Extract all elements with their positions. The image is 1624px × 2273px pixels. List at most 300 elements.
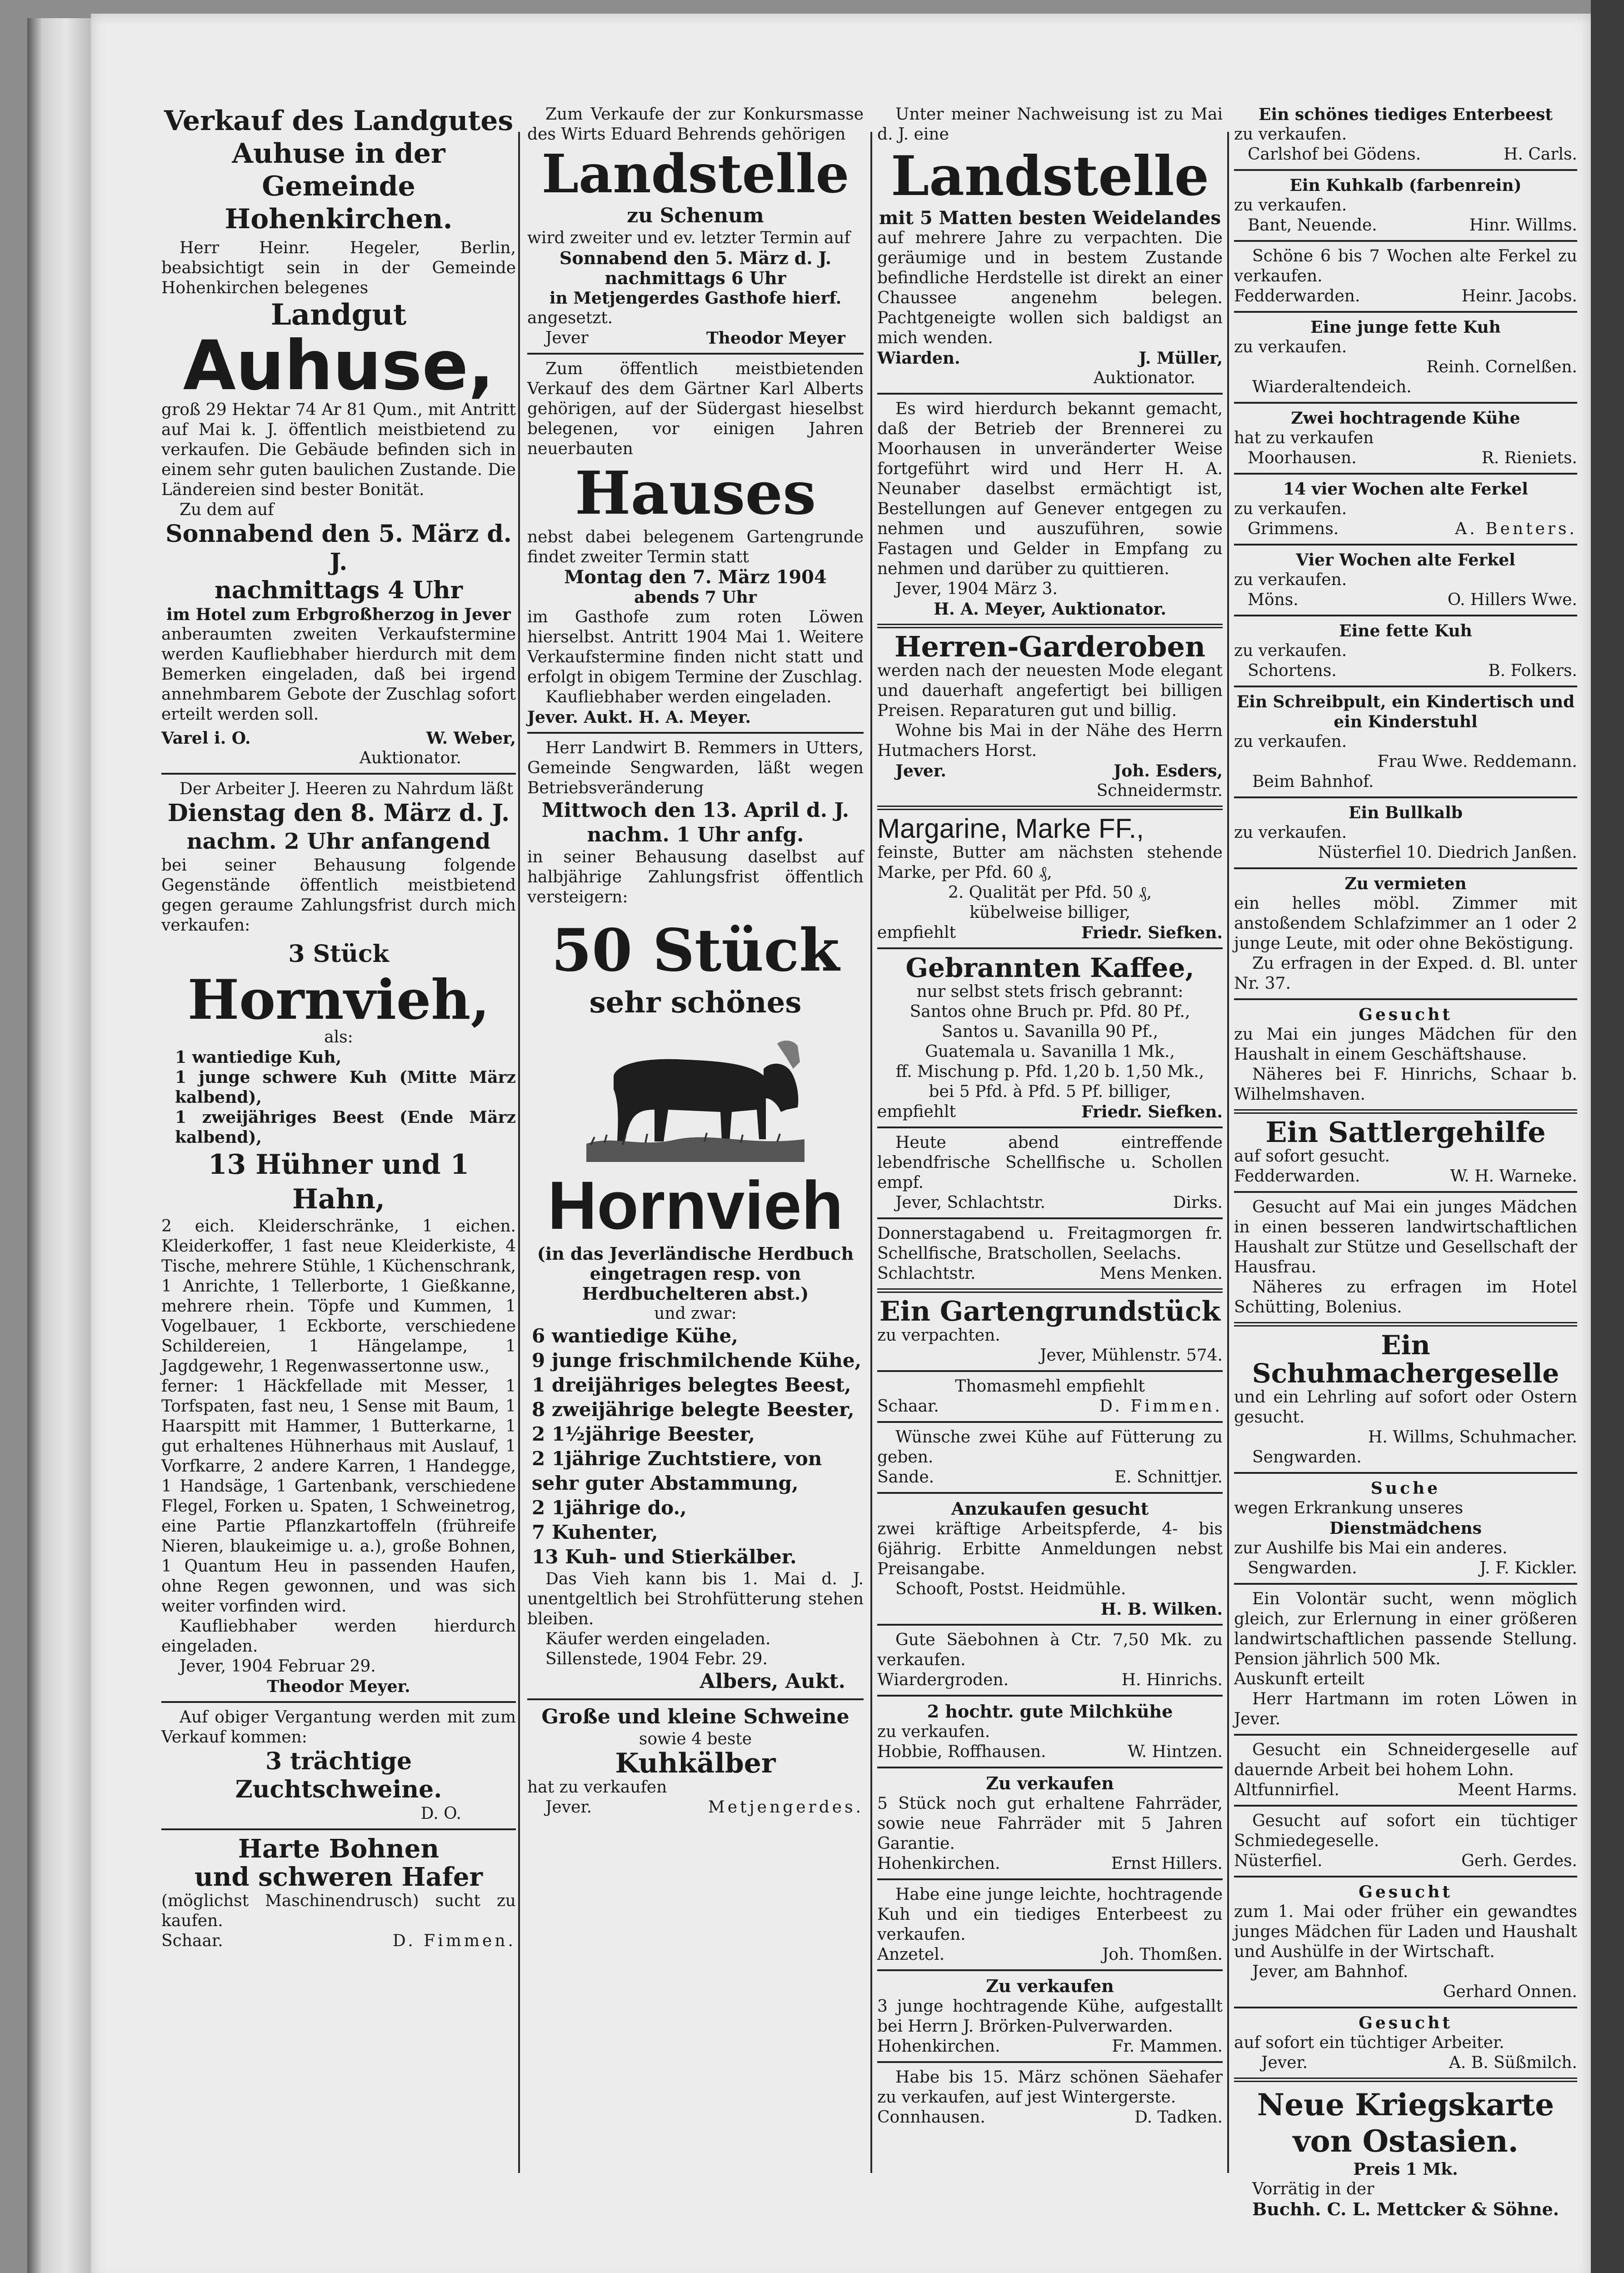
ad-signature: R. Rieniets. <box>1481 449 1577 467</box>
ad-body: Käufer werden eingeladen. <box>545 1630 771 1648</box>
ad-place: Schaar. <box>877 1397 939 1416</box>
ad-body: im Gasthofe zum roten Löwen hierselbst. Antritt 1904 Mai 1. Weitere Verkaufstermine finden nicht statt und erfolgt in obigem Termine der Zuschlag. <box>527 608 864 686</box>
ad-body: wird zweiter und ev. letzter Termin auf <box>527 229 850 247</box>
ad-separator <box>1234 2078 1577 2082</box>
ad-separator <box>1234 1322 1577 1327</box>
ad-body: bei seiner Behausung folgende Gegenstände öffentlich meistbietend gegen geraume Zahlungsfrist durch mich verkaufen: <box>161 856 516 935</box>
ad-item: 6 wantiedige Kühe, <box>532 1325 738 1347</box>
ad-headline: 13 Hühner und 1 Hahn, <box>208 1149 470 1215</box>
ad-date: Sonnabend den 5. März d. J. nachmittags 6 Uhr <box>559 248 832 288</box>
ad-place: Sengwarden. <box>1248 1559 1357 1577</box>
ad-saehafer <box>877 2068 1223 2128</box>
ad-headline: Kuhkälber <box>615 1747 776 1779</box>
ad-body: auf mehrere Jahre zu verpachten. Die geräumige und in bestem Zustande befindliche Herdstelle ist direkt an einer Chaussee angenehm belegen. Pachtgeneigte wollen sich baldigst an mich wenden. <box>877 229 1223 347</box>
ad-role: Auktionator. <box>359 749 461 767</box>
ad-14-ferkel <box>1234 479 1577 539</box>
column-3 <box>877 105 1223 2178</box>
ad-body: sowie 4 beste <box>639 1730 752 1748</box>
ad-subtitle: mit 5 Matten besten Weidelandes <box>879 207 1221 229</box>
ad-body: zu verkaufen. <box>1234 641 1347 660</box>
ad-place: Sande. <box>877 1468 934 1487</box>
ad-label: empfiehlt <box>877 1102 956 1121</box>
ad-separator <box>1234 1805 1577 1807</box>
ad-subtitle: Dienstmädchens <box>1329 1519 1482 1538</box>
ad-headline: Landstelle <box>541 143 849 205</box>
ad-kriegskarte <box>1234 2087 1577 2219</box>
ad-headline: 3 trächtige Zuchtschweine. <box>235 1747 442 1803</box>
ad-headline: Eine junge fette Kuh <box>1310 318 1501 337</box>
ad-item: Guatemala u. Savanilla 1 Mk., <box>925 1042 1175 1061</box>
ad-signature: H. A. Meyer, Auktionator. <box>934 600 1166 619</box>
ad-signature: Buchh. C. L. Mettcker & Söhne. <box>1252 2199 1559 2219</box>
ad-role: Auktionator. <box>1093 369 1195 387</box>
ad-body: in seiner Behausung daselbst auf halbjährige Zahlungsfrist öffentlich versteigern: <box>527 848 864 906</box>
ad-separator <box>1234 686 1577 687</box>
ad-body: hat zu verkaufen <box>1234 429 1374 447</box>
ad-body: Donnerstagabend u. Freitagmorgen fr. Schellfische, Bratschollen, Seelachs. <box>877 1224 1223 1263</box>
ad-subtitle: Landgut <box>270 298 407 332</box>
ad-separator <box>1234 1191 1577 1193</box>
ad-place: Hohenkirchen. <box>877 2037 1000 2056</box>
ad-item: 8 zweijährige belegte Beester, <box>532 1398 854 1421</box>
ad-date: Montag den 7. März 1904 <box>564 566 827 588</box>
ad-place: Schaar. <box>161 1932 223 1950</box>
ad-signature: Gerhard Onnen. <box>1443 1983 1577 2001</box>
ad-signature: H. Carls. <box>1504 145 1577 164</box>
ad-bratschollen <box>877 1224 1223 1284</box>
ad-headline: Neue Kriegskarte <box>1257 2087 1554 2123</box>
ad-body: Habe bis 15. März schönen Säehafer zu verkaufen, auf jest Wintergerste. <box>877 2068 1223 2107</box>
ad-body: zu verkaufen. <box>1234 338 1347 356</box>
ad-place: Möns. <box>1248 591 1299 609</box>
ad-maedchen-stuetze <box>1234 1197 1577 1317</box>
ad-body: zu Mai ein junges Mädchen für den Haushalt in einem Geschäftshause. <box>1234 1025 1577 1064</box>
ad-body: Zu erfragen in der Exped. d. Bl. unter Nr. 37. <box>1234 954 1577 993</box>
ad-place: Schlachtstr. <box>877 1264 976 1283</box>
ad-place: Wiarderaltendeich. <box>1252 378 1412 396</box>
ad-body: Zum öffentlich meistbietenden Verkauf des dem Gärtner Karl Alberts gehörigen, auf der Südergast hieselbst belegenen, vor einigen Jahren neuerbauten <box>527 360 864 458</box>
ad-eine-fette-kuh <box>1234 621 1577 681</box>
ad-body: werden nach der neuesten Mode elegant und dauerhaft angefertigt bei billigen Preisen. Reparaturen gut und billig. <box>877 661 1223 720</box>
ad-separator <box>877 1624 1223 1626</box>
ad-headline: Hornvieh <box>547 1167 844 1243</box>
ad-body: zu verkaufen. <box>1234 196 1347 215</box>
ad-body: Näheres bei F. Hinrichs, Schaar b. Wilhelmshaven. <box>1234 1065 1577 1104</box>
ad-date: Dienstag den 8. März d. J. <box>167 799 510 827</box>
ad-bullkalb <box>1234 803 1577 863</box>
ad-body: feinste, Butter am nächsten stehende Marke, per Pfd. 60 ₰, <box>877 843 1223 882</box>
ad-headline: Ein Sattlergehilfe <box>1265 1116 1546 1149</box>
column-rule <box>870 132 872 2173</box>
ad-headline: Zu verkaufen <box>986 1773 1114 1793</box>
ad-separator <box>877 947 1223 949</box>
ad-body: Wünsche zwei Kühe auf Fütterung zu geben. <box>877 1428 1223 1467</box>
ad-separator <box>161 773 516 775</box>
ad-place: Jever. <box>545 1798 592 1817</box>
ad-count: 3 Stück <box>288 940 389 968</box>
ad-body: groß 29 Hektar 74 Ar 81 Qum., mit Antritt auf Mai k. J. öffentlich meistbietend zu verkaufen. Die Gebäude befinden sich in einem sehr guten baulichen Zustande. Die Ländereien sind bester Bonität. <box>161 401 516 499</box>
ad-body: Es wird hierdurch bekannt gemacht, daß der Betrieb der Brennerei zu Moorhausen in unveränderter Weise fortgeführt wird und Herr H. A. Neunaber daselbst ermächtigt ist, Bestellungen auf Genever entgegen zu nehmen und auszuführen, sowie Fastagen und Gelder in Empfang zu nehmen und darüber zu quittieren. <box>877 400 1223 578</box>
column-rule <box>518 132 520 2173</box>
ad-body: zu verkaufen. <box>1234 732 1347 751</box>
ad-place: Nüsterfiel. <box>1234 1852 1323 1870</box>
ad-item: 1 wantiedige Kuh, <box>175 1048 342 1067</box>
ad-headline: Auhuse, <box>183 326 495 406</box>
ad-body: zur Aushilfe bis Mai ein anderes. <box>1234 1539 1508 1557</box>
ad-signature: Heinr. Jacobs. <box>1461 287 1577 305</box>
ad-ferkel-jacobs <box>1234 246 1577 306</box>
ad-separator <box>877 1288 1223 1293</box>
ad-body: 5 Stück noch gut erhaltene Fahrräder, sowie neue Fahrräder mit 5 Jahren Garantie. <box>877 1794 1223 1853</box>
ad-item: nur selbst stets frisch gebrannt: <box>916 982 1184 1001</box>
ad-headline: Herren-Garderoben <box>894 630 1206 663</box>
ad-signature: Albers, Aukt. <box>700 1670 845 1693</box>
ad-headline: Hornvieh, <box>187 968 490 1032</box>
ad-gewandtes-maedchen <box>1234 1882 1577 2002</box>
ad-headline: von Ostasien. <box>1293 2123 1519 2159</box>
ad-signature: H. B. Wilken. <box>1100 1600 1223 1619</box>
ad-signature: Friedr. Siefken. <box>1081 923 1223 942</box>
ad-count: 50 Stück <box>551 916 839 985</box>
ad-headline: Margarine, Marke FF., <box>877 813 1144 844</box>
ad-body: und zwar: <box>654 1304 737 1323</box>
ad-body: Herr Landwirt B. Remmers in Utters, Gemeinde Sengwarden, läßt wegen Betriebsveränderung <box>527 739 864 797</box>
ad-headline: Gebrannten Kaffee, <box>905 952 1194 983</box>
column-1 <box>161 105 516 2178</box>
ad-kaffee <box>877 954 1223 1122</box>
ad-body: zu verkaufen. <box>877 1722 990 1741</box>
ad-separator <box>527 353 864 355</box>
ad-body: Gesucht auf Mai ein junges Mädchen in einen besseren landwirtschaftlichen Haushalt zur Stütze und Gesellschaft der Hausfrau. <box>1234 1198 1577 1277</box>
ad-headline: Ein schönes tiediges Enterbeest <box>1259 105 1553 124</box>
ad-body: Gute Säebohnen à Ctr. 7,50 Mk. zu verkaufen. <box>877 1631 1223 1669</box>
ad-signature: D. Fimmen. <box>1099 1397 1223 1416</box>
ad-body: (möglichst Maschinendrusch) sucht zu kaufen. <box>161 1892 516 1930</box>
ad-hauses-alberts <box>527 359 864 727</box>
column-rule <box>1227 132 1229 2173</box>
ad-headline: 14 vier Wochen alte Ferkel <box>1283 480 1528 499</box>
ad-signature: Meent Harms. <box>1458 1781 1577 1799</box>
ad-body: auf sofort ein tüchtiger Arbeiter. <box>1234 2033 1504 2052</box>
ad-signature: Dirks. <box>1173 1193 1223 1212</box>
ad-sattlergehilfe <box>1234 1118 1577 1187</box>
ad-place: Jever. <box>895 761 946 781</box>
ad-thomasmehl <box>877 1377 1223 1417</box>
ad-signature: W. H. Warneke. <box>1450 1167 1577 1186</box>
ad-place: Moorhausen. <box>1248 449 1357 467</box>
ad-signature: J. Müller, <box>1139 349 1223 368</box>
ad-milchkuehe <box>877 1701 1223 1762</box>
ad-enterbeest <box>877 1885 1223 1965</box>
ad-separator <box>877 806 1223 810</box>
ad-subtitle: sehr schönes <box>589 986 802 1020</box>
ad-signature: Fr. Mammen. <box>1112 2037 1223 2056</box>
ad-signature: A. B. Süßmilch. <box>1449 2053 1577 2072</box>
ad-signature: D. Tadken. <box>1134 2108 1223 2127</box>
ad-headline: Ein Bullkalb <box>1349 803 1463 822</box>
ad-signature: D. O. <box>420 1804 461 1823</box>
ad-separator <box>1234 1472 1577 1474</box>
ad-signature: Mens Menken. <box>1099 1264 1223 1283</box>
ad-separator <box>1234 169 1577 171</box>
ad-dateline: Jever, 1904 Februar 29. <box>180 1657 376 1676</box>
ad-time: nachmittags 4 Uhr <box>214 576 463 604</box>
ad-headline: Ein Schuhmachergeselle <box>1252 1330 1559 1389</box>
ad-separator <box>877 1767 1223 1768</box>
ad-maedchen-hinrichs <box>1234 1005 1577 1105</box>
ad-schuhmachergeselle <box>1234 1331 1577 1467</box>
ad-vier-wochen-ferkel <box>1234 550 1577 610</box>
ad-body: 2. Qualität per Pfd. 50 ₰, <box>948 883 1152 902</box>
ad-zwei-kuehe <box>1234 408 1577 468</box>
ad-body: Herr Hartmann im roten Löwen in Jever. <box>1234 1690 1577 1728</box>
ad-place: Carlshof bei Gödens. <box>1248 145 1421 164</box>
ad-saebohnen <box>877 1630 1223 1690</box>
ad-date: Sonnabend den 5. März d. J. <box>165 520 512 576</box>
ad-place: Varel i. O. <box>161 729 251 748</box>
ad-headline: Ein Gartengrundstück <box>879 1296 1221 1327</box>
ad-headline: Gesucht <box>1359 1882 1453 1902</box>
ad-signature: O. Hillers Wwe. <box>1447 591 1577 609</box>
ad-dienstmaedchen <box>1234 1478 1577 1578</box>
ad-separator <box>1234 240 1577 242</box>
ad-body: zu verkaufen. <box>1234 125 1347 144</box>
ad-body: Vorrätig in der <box>1252 2180 1374 2198</box>
ad-subtitle: zu Schenum <box>627 204 764 227</box>
ad-headline: Große und kleine Schweine <box>541 1705 849 1728</box>
ad-date: Mittwoch den 13. April d. J. <box>541 799 849 822</box>
ad-schweine <box>527 1705 864 1817</box>
ad-signature: Joh. Esders, <box>1114 761 1223 781</box>
ad-separator <box>877 1969 1223 1971</box>
ad-signature: Frau Wwe. Reddemann. <box>1377 752 1577 771</box>
ad-body: wegen Erkrankung unseres <box>1234 1499 1464 1517</box>
ad-separator <box>1234 2007 1577 2008</box>
ad-body: Thomasmehl empfiehlt <box>955 1377 1145 1396</box>
ad-item: bei 5 Pfd. à Pfd. 5 Pf. billiger, <box>929 1082 1171 1101</box>
ad-headline: Harte Bohnen <box>238 1834 440 1864</box>
ad-signature: Metjengerdes. <box>708 1798 864 1817</box>
ad-place: Jever <box>545 329 589 347</box>
ad-location: im Hotel zum Erbgroßherzog in Jever <box>166 605 511 624</box>
ad-item: 2 1½jährige Beester, <box>532 1423 755 1445</box>
ad-headline: Vier Wochen alte Ferkel <box>1296 551 1515 570</box>
ad-body: Kaufliebhaber werden hierdurch eingeladen. <box>161 1617 516 1656</box>
ad-item: ff. Mischung p. Pfd. 1,20 b. 1,50 Mk., <box>895 1062 1204 1081</box>
ad-gartengrundstueck <box>877 1297 1223 1366</box>
ad-separator <box>161 1701 516 1703</box>
ad-separator <box>1234 1734 1577 1736</box>
ad-signature: E. Schnittjer. <box>1114 1468 1223 1487</box>
ad-headline: Suche <box>1370 1479 1441 1498</box>
ad-body: Gesucht ein Schneidergeselle auf dauernde Arbeit bei hohem Lohn. <box>1234 1741 1577 1779</box>
ad-body: ein helles möbl. Zimmer mit anstoßendem Schlafzimmer an 1 oder 2 junge Leute, mit oder ohne Beköstigung. <box>1234 894 1577 953</box>
ad-separator <box>877 1217 1223 1219</box>
ad-place: Wiardergroden. <box>877 1671 1009 1689</box>
ad-schreibpult <box>1234 692 1577 792</box>
ad-dateline: Jever, am Bahnhof. <box>1252 1963 1409 1981</box>
ad-separator <box>1234 1876 1577 1877</box>
ad-body: Der Arbeiter J. Heeren zu Nahrdum läßt <box>180 780 514 798</box>
ad-separator <box>877 1695 1223 1697</box>
ad-body: Unter meiner Nachweisung ist zu Mai d. J. eine <box>877 105 1223 144</box>
ad-headline: Gesucht <box>1359 2013 1453 2033</box>
ad-volontaer <box>1234 1589 1577 1729</box>
ad-signature: Theodor Meyer <box>706 329 845 348</box>
ad-body: Gesucht auf sofort ein tüchtiger Schmiedegeselle. <box>1234 1812 1577 1850</box>
ad-body: zu verpachten. <box>877 1326 1000 1345</box>
ad-signature: Reinh. Cornelßen. <box>1426 358 1577 376</box>
ad-place: Anzetel. <box>877 1945 945 1964</box>
ad-dateline: Jever, 1904 März 3. <box>895 580 1058 598</box>
ad-body: hat zu verkaufen <box>527 1778 667 1797</box>
ad-headline: Zu verkaufen <box>986 1976 1114 1996</box>
ad-signature: Theodor Meyer. <box>267 1677 410 1696</box>
ad-signature: W. Hintzen. <box>1127 1742 1223 1761</box>
ad-arbeiter <box>1234 2013 1577 2073</box>
ad-body: zu verkaufen. <box>1234 823 1347 842</box>
ad-signature: H. Willms, Schuhmacher. <box>1368 1428 1577 1447</box>
ad-body: Zum Verkaufe der zur Konkursmasse des Wirts Eduard Behrends gehörigen <box>527 105 864 144</box>
ad-signature: Joh. Thomßen. <box>1102 1945 1223 1964</box>
ad-body: zu verkaufen. <box>1234 571 1347 589</box>
ad-time: nachm. 1 Uhr anfg. <box>587 823 804 846</box>
ad-signature: Hinr. Willms. <box>1469 216 1577 235</box>
column-4 <box>1234 105 1577 2219</box>
ad-body: Auf obiger Vergantung werden mit zum Verkauf kommen: <box>161 1708 516 1747</box>
ad-place: Hobbie, Roffhausen. <box>877 1742 1046 1761</box>
ad-headline: Hauses <box>575 458 816 528</box>
ad-headline: 2 hochtr. gute Milchkühe <box>927 1701 1173 1722</box>
ad-signature: D. Fimmen. <box>392 1932 516 1950</box>
ad-item: 2 1jährige Zuchtstiere, von sehr guter Abstammung, <box>532 1447 822 1494</box>
ad-headline: Zwei hochtragende Kühe <box>1291 409 1520 428</box>
ad-item: 1 junge schwere Kuh (Mitte März kalbend), <box>175 1068 516 1107</box>
ad-separator <box>1234 473 1577 475</box>
ad-title: Verkauf des Landgutes Auhuse in der Gemeinde Hohenkirchen. <box>164 105 514 235</box>
ad-separator <box>1234 311 1577 313</box>
ad-label: empfiehlt <box>877 923 956 942</box>
ad-body: zwei kräftige Arbeitspferde, 4- bis 6jährig. Erbitte Anmeldungen nebst Preisangabe. <box>877 1520 1223 1578</box>
ad-kuhkalb <box>1234 175 1577 235</box>
ad-place: Fedderwarden. <box>1234 1167 1360 1186</box>
ad-item: 2 1jährige do., <box>532 1497 687 1519</box>
ad-schellfische <box>877 1133 1223 1213</box>
ad-dateline: Sillenstede, 1904 Febr. 29. <box>545 1650 768 1668</box>
ad-hochtragende-kuehe <box>877 1976 1223 2057</box>
column-2 <box>527 105 864 2178</box>
ad-separator <box>877 393 1223 395</box>
ad-item: Santos ohne Bruch pr. Pfd. 80 Pf., <box>909 1002 1190 1021</box>
ad-body: 2 eich. Kleiderschränke, 1 eichen. Kleiderkoffer, 1 fast neue Kleiderkiste, 4 Tische, mehrere Stühle, 1 Küchenschrank, 1 Anrichte, 1 Tellerborte, 1 Gießkanne, mehrere rhein. Töpfe und Kummen, 1 Vogelbauer, 1 Eckborte, verschiedene Schildereien, 1 Hängelampe, 1 Jagdgewehr, 1 Regenwassertonne usw., <box>161 1217 516 1376</box>
ad-body: Das Vieh kann bis 1. Mai d. J. unentgeltlich bei Strohfütterung stehen bleiben. <box>527 1570 864 1628</box>
ad-place: Bant, Neuende. <box>1248 216 1377 235</box>
ad-separator <box>527 732 864 734</box>
ad-body: Herr Heinr. Hegeler, Berlin, beabsichtigt sein in der Gemeinde Hohenkirchen belegenes <box>161 239 516 297</box>
ad-signature: Nüsterfiel 10. Diedrich Janßen. <box>1318 843 1577 862</box>
ad-signature: Gerh. Gerdes. <box>1461 1852 1577 1870</box>
ad-item: 7 Kuhenter, <box>532 1521 658 1543</box>
ad-body: Heute abend eintreffende lebendfrische Schellfische u. Schollen empf. <box>877 1133 1223 1192</box>
ad-remmers-hornvieh <box>527 738 864 1694</box>
ad-fahrraeder <box>877 1773 1223 1874</box>
ad-body: angesetzt. <box>527 309 613 327</box>
ad-margarine <box>877 815 1223 943</box>
ad-body: zu verkaufen. <box>1234 500 1347 518</box>
ad-separator <box>877 1421 1223 1423</box>
ad-enterbeest-carls <box>1234 105 1577 165</box>
ad-body: als: <box>324 1028 353 1046</box>
ad-signature: Ernst Hillers. <box>1111 1854 1223 1873</box>
cow-illustration-icon <box>586 1026 805 1162</box>
ad-headline: Zu vermieten <box>1344 874 1467 893</box>
ad-heeren-auction <box>161 779 516 1697</box>
ad-schmiedegeselle <box>1234 1811 1577 1871</box>
ad-headline: Ein Kuhkalb (farbenrein) <box>1289 176 1522 195</box>
ad-item: 1 dreijähriges belegtes Beest, <box>532 1374 851 1396</box>
ad-separator <box>1234 544 1577 546</box>
ad-herren-garderoben <box>877 630 1223 801</box>
ad-separator <box>161 1828 516 1830</box>
ad-separator <box>1234 796 1577 798</box>
ad-body: und ein Lehrling auf sofort oder Ostern gesucht. <box>1234 1388 1577 1427</box>
ad-place: Beim Bahnhof. <box>1252 772 1374 791</box>
ad-signature: Friedr. Siefken. <box>1081 1102 1223 1121</box>
ad-body: ferner: 1 Häckfellade mit Messer, 1 Torfspaten, fast neu, 1 Sense mit Baum, 1 Haarspitt mit Hammer, 1 Butterkarne, 1 gut erhaltenes Hühnerhaus mit Auslauf, 1 Vorfkarre, 2 andere Karren, 1 Handegge, 1 Handsäge, 1 Gartenbank, verschiedene Flegel, Forken u. Spaten, 1 Schweinetrog, eine Partie Pflanzkartoffeln (frühreife Nieren, blaukeimige u. a.), große Bohnen, 1 Quantum Heu in passenden Haufen, ohne Regen gewonnen, und was sich weiter vorfinden wird. <box>161 1377 516 1616</box>
ad-time: abends 7 Uhr <box>634 588 757 607</box>
ad-place: Jever. <box>1261 2053 1308 2072</box>
ad-note: (in das Jeverländische Herdbuch eingetragen resp. von Herdbuchelteren abst.) <box>537 1243 854 1304</box>
ad-body: Zu dem auf <box>180 501 274 519</box>
ad-signature: W. Weber, <box>426 729 516 748</box>
ad-body: auf sofort gesucht. <box>1234 1147 1390 1166</box>
ad-landgut-auhuse <box>161 105 516 768</box>
ad-body: 3 junge hochtragende Kühe, aufgestallt bei Herrn J. Brörken-Pulverwarden. <box>877 1997 1223 2036</box>
ad-headline: Gesucht <box>1359 1005 1453 1024</box>
ad-headline: Eine fette Kuh <box>1339 621 1472 641</box>
ad-place: Jever, Schlachtstr. <box>895 1193 1045 1212</box>
ad-separator <box>1234 615 1577 616</box>
ad-headline: Anzukaufen gesucht <box>951 1498 1149 1519</box>
ad-item: 9 junge frischmilchende Kühe, <box>532 1349 862 1372</box>
ad-place: Grimmens. <box>1248 520 1339 538</box>
ad-signature: Jever. Aukt. H. A. Meyer. <box>527 708 751 727</box>
ad-item: Santos u. Savanilla 90 Pf., <box>941 1022 1159 1041</box>
ad-fuetterung <box>877 1427 1223 1487</box>
ad-place: Wiarden. <box>877 349 960 368</box>
ad-separator <box>877 1878 1223 1880</box>
ad-zuchtschweine <box>161 1707 516 1824</box>
ad-place: Connhausen. <box>877 2108 985 2127</box>
ad-place: Sengwarden. <box>1252 1448 1362 1467</box>
ad-signature: J. F. Kickler. <box>1479 1559 1577 1577</box>
ad-separator <box>877 1492 1223 1494</box>
ad-place: Schortens. <box>1248 661 1337 680</box>
ad-signature: H. Hinrichs. <box>1121 1671 1223 1689</box>
ad-body: zum 1. Mai oder früher ein gewandtes junges Mädchen für Laden und Haushalt und Aushülfe in der Wirtschaft. <box>1234 1903 1577 1961</box>
ad-place: Schooft, Postst. Heidmühle. <box>895 1580 1126 1598</box>
ad-landstelle-schenum <box>527 105 864 348</box>
ad-body: Habe eine junge leichte, hochtragende Kuh und ein tiediges Enterbeest zu verkaufen. <box>877 1885 1223 1944</box>
scan-border <box>1591 0 1624 2273</box>
ad-brennerei <box>877 399 1223 619</box>
ad-arbeitspferde <box>877 1498 1223 1619</box>
ad-separator <box>527 1698 864 1700</box>
ad-headline: Landstelle <box>890 144 1209 208</box>
ad-location: in Metjengerdes Gasthofe hierf. <box>549 289 842 308</box>
ad-separator <box>877 1126 1223 1128</box>
ad-signature: B. Folkers. <box>1488 661 1577 680</box>
